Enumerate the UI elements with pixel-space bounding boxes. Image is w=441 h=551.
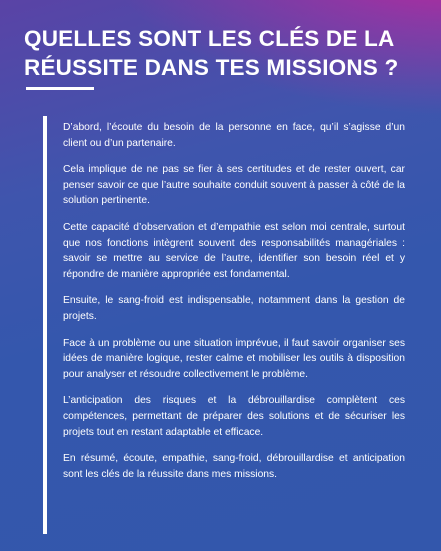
title-underline	[26, 87, 94, 90]
paragraph-7: En résumé, écoute, empathie, sang-froid, débrouillardise et anticipation sont les clés de la réussite dans mes missions.	[63, 453, 405, 480]
title-line-1: QUELLES SONT LES CLÉS DE LA	[24, 26, 395, 51]
paragraph-2: Cela implique de ne pas se fier à ses certitudes et de rester ouvert, car penser savoir ce que l’autre souhaite conduit souvent à passer à côté de la solution pertinente.	[63, 164, 405, 207]
answer-body	[63, 120, 405, 493]
quote-side-bar	[43, 116, 47, 534]
paragraph-4: Ensuite, le sang-froid est indispensable, notamment dans la gestion de projets.	[63, 295, 405, 322]
paragraph-1: D’abord, l’écoute du besoin de la personne en face, qu’il s’agisse d’un client ou d’un partenaire.	[63, 122, 405, 149]
paragraph-5: Face à un problème ou une situation imprévue, il faut savoir organiser ses idées de manière logique, rester calme et mobiliser les outils à disposition pour analyser et résoudre collectivement le problème.	[63, 337, 405, 380]
paragraph-6: L’anticipation des risques et la débrouillardise complètent ces compétences, permettant de préparer des solutions et de sécuriser les projets tout en restant adaptable et efficace.	[63, 395, 405, 438]
page-title	[24, 24, 424, 82]
paragraph-3: Cette capacité d’observation et d’empathie est selon moi centrale, surtout que nos fonctions intègrent souvent des responsabilités managériales : savoir se mettre au service de l’autre, identifier son besoin réel et y répondre de manière appropriée est fondamental.	[63, 221, 405, 280]
title-line-2: RÉUSSITE DANS TES MISSIONS ?	[24, 55, 399, 80]
